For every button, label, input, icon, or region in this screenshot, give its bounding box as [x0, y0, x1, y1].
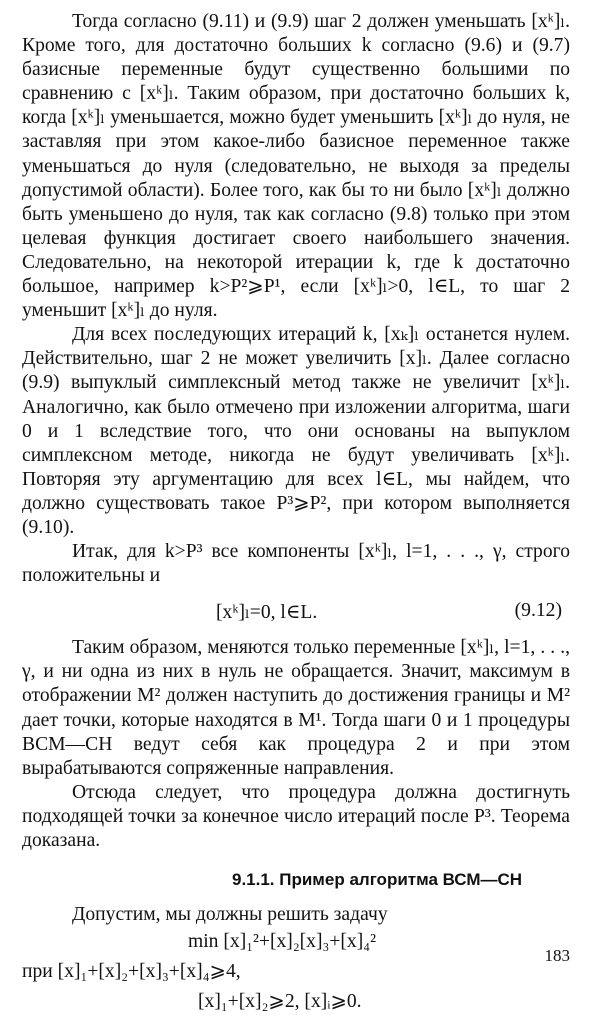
paragraph-2: Для всех последующих итераций k, [xₖ]ₗ останется нулем. Действительно, шаг 2 не может увеличить [x]ₗ. Далее согласно (9.9) выпуклый симплексный метод также не увеличит [xᵏ]ₗ. Аналогично, как было отмечено при изложении алгоритма, шаги 0 и 1 вследствие того, что они основаны на выпуклом симплексном методе, никогда не будут увеличивать [xᵏ]ₗ. Повторяя эту аргументацию для всех l∈L, мы найдем, что должно существовать такое P³⩾P², при котором выполняется (9.10). — [22, 324, 570, 538]
paragraph-1: Тогда согласно (9.11) и (9.9) шаг 2 должен уменьшать [xᵏ]ₗ. Кроме того, для достаточно больших k согласно (9.6) и (9.7) базисные переменные будут существенно большими по сравнению с [xᵏ]ₗ. Таким образом, при достаточно больших k, когда [xᵏ]ₗ уменьшается, можно будет уменьшить [xᵏ]ₗ до нуля, не заставляя при этом какое-либо базисное переменное также уменьшаться до нуля (следовательно, не выходя за пределы допустимой области). Более того, как бы то ни было [xᵏ]ₗ должно быть уменьшено до нуля, так как согласно (9.8) только при этом целевая функция достигает своего наибольшего значения. Следовательно, на некоторой итерации k, где k достаточно большое, например k>P²⩾P¹, если [xᵏ]ₗ>0, l∈L, то шаг 2 уменьшит [xᵏ]ₗ до нуля. — [22, 11, 570, 322]
constraint-2: [x]₁+[x]₂⩾2, [x]ᵢ⩾0. — [198, 991, 362, 1013]
equation-number: (9.12) — [514, 600, 562, 622]
section-heading: 9.1.1. Пример алгоритма ВСМ—СН — [232, 870, 523, 890]
paragraph-4: Таким образом, меняются только переменные [xᵏ]ₗ, l=1, . . ., γ, и ни одна из них в нуль не обращается. Значит, максимум в отображении M² должен наступить до достижения границы и M² дает точки, которые находятся в M¹. Тогда шаги 0 и 1 процедуры ВСМ—СН ведут себя как процедура 2 и при этом вырабатываются сопряженные направления. — [22, 637, 570, 779]
page-text — [22, 10, 570, 1017]
paragraph-5: Отсюда следует, что процедура должна достигнуть подходящей точки за конечное число итераций после P³. Теорема доказана. — [22, 781, 570, 851]
paragraph-3: Итак, для k>P³ все компоненты [xᵏ]ₗ, l=1, . . ., γ, строго положительны и — [22, 541, 570, 587]
page-number: 183 — [544, 946, 570, 965]
objective-function: min [x]₁²+[x]₂[x]₃+[x]₄² — [188, 931, 376, 953]
equation-9-12 — [22, 594, 570, 628]
equation-body: [xᵏ]ₗ=0, l∈L. — [216, 602, 318, 624]
constraint-1: при [x]₁+[x]₂+[x]₃+[x]₄⩾4, — [22, 961, 241, 983]
optimization-problem — [22, 927, 570, 1017]
example-intro: Допустим, мы должны решить задачу — [72, 904, 388, 926]
